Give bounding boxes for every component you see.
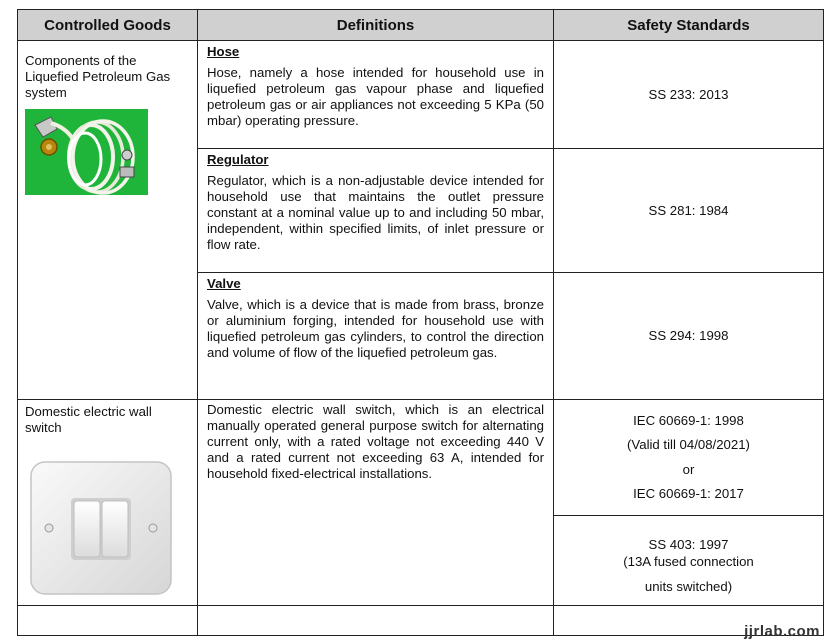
definition-cell-regulator bbox=[198, 149, 554, 273]
header-definitions: Definitions bbox=[198, 10, 554, 41]
standard-cell-switch-ss bbox=[554, 516, 824, 606]
standard-iec-1998: IEC 60669-1: 1998 bbox=[633, 412, 744, 428]
definition-text-valve: Valve, which is a device that is made from brass, bronze or aluminium forging, intended for household use with liquefied petroleum gas cylinders, to control the direction and volume of flow of the liquefied petroleum gas. bbox=[207, 297, 544, 360]
definition-cell-valve bbox=[198, 273, 554, 400]
watermark: jjrlab.com bbox=[744, 623, 820, 640]
standard-hose: SS 233: 2013 bbox=[648, 86, 729, 102]
definition-text-hose: Hose, namely a hose intended for household use in liquefied petroleum gas vapour phase and liquefied petroleum gas or air appliances not exceeding 5 KPa (50 mbar) operating pressure. bbox=[207, 65, 544, 128]
standard-ss-403-note: (13A fused connection bbox=[623, 554, 754, 569]
standard-valve: SS 294: 1998 bbox=[648, 328, 729, 343]
header-safety-standards: Safety Standards bbox=[554, 10, 824, 41]
definition-cell-hose bbox=[198, 41, 554, 149]
header-row bbox=[18, 10, 824, 41]
goods-cell-next bbox=[18, 606, 198, 636]
term-regulator: Regulator bbox=[207, 152, 269, 167]
term-valve: Valve bbox=[207, 276, 241, 291]
table-row-switch bbox=[18, 400, 824, 516]
standard-cell-valve bbox=[554, 273, 824, 400]
standard-cell-hose bbox=[554, 41, 824, 149]
standard-cell-regulator bbox=[554, 149, 824, 273]
goods-label-lpg: Components of the Liquefied Petroleum Gas system bbox=[25, 53, 171, 100]
goods-cell-lpg bbox=[18, 41, 198, 400]
definition-text-switch: Domestic electric wall switch, which is an electrical manually operated general purpose switch for alternating current only, with a rated voltage not exceeding 440 V and a rated current not exceeding 63 A, intended for household fixed-electrical installations. bbox=[207, 402, 544, 481]
definition-cell-switch bbox=[198, 400, 554, 606]
goods-cell-switch bbox=[18, 400, 198, 606]
standard-or: or bbox=[682, 461, 695, 477]
table-row-hose bbox=[18, 41, 824, 149]
standard-ss-403: SS 403: 1997 bbox=[648, 537, 729, 552]
wall-switch-image bbox=[27, 458, 175, 598]
standard-regulator: SS 281: 1984 bbox=[648, 202, 729, 218]
table-row-next bbox=[18, 606, 824, 636]
definition-cell-next bbox=[198, 606, 554, 636]
lpg-hose-image bbox=[25, 109, 148, 195]
standard-cell-switch-iec bbox=[554, 400, 824, 516]
controlled-goods-table bbox=[17, 9, 824, 636]
definition-text-regulator: Regulator, which is a non-adjustable device intended for household use that maintains the outlet pressure constant at a nominal value up to and including 50 mbar, independent, within specified limits, of inlet pressure or flow rate. bbox=[207, 173, 544, 252]
goods-label-switch: Domestic electric wall switch bbox=[25, 404, 152, 435]
standard-iec-validity: (Valid till 04/08/2021) bbox=[627, 437, 750, 452]
term-hose: Hose bbox=[207, 44, 240, 59]
header-controlled-goods: Controlled Goods bbox=[18, 10, 198, 41]
standard-iec-2017: IEC 60669-1: 2017 bbox=[633, 486, 744, 501]
standard-ss-403-note-2: units switched) bbox=[644, 579, 733, 594]
